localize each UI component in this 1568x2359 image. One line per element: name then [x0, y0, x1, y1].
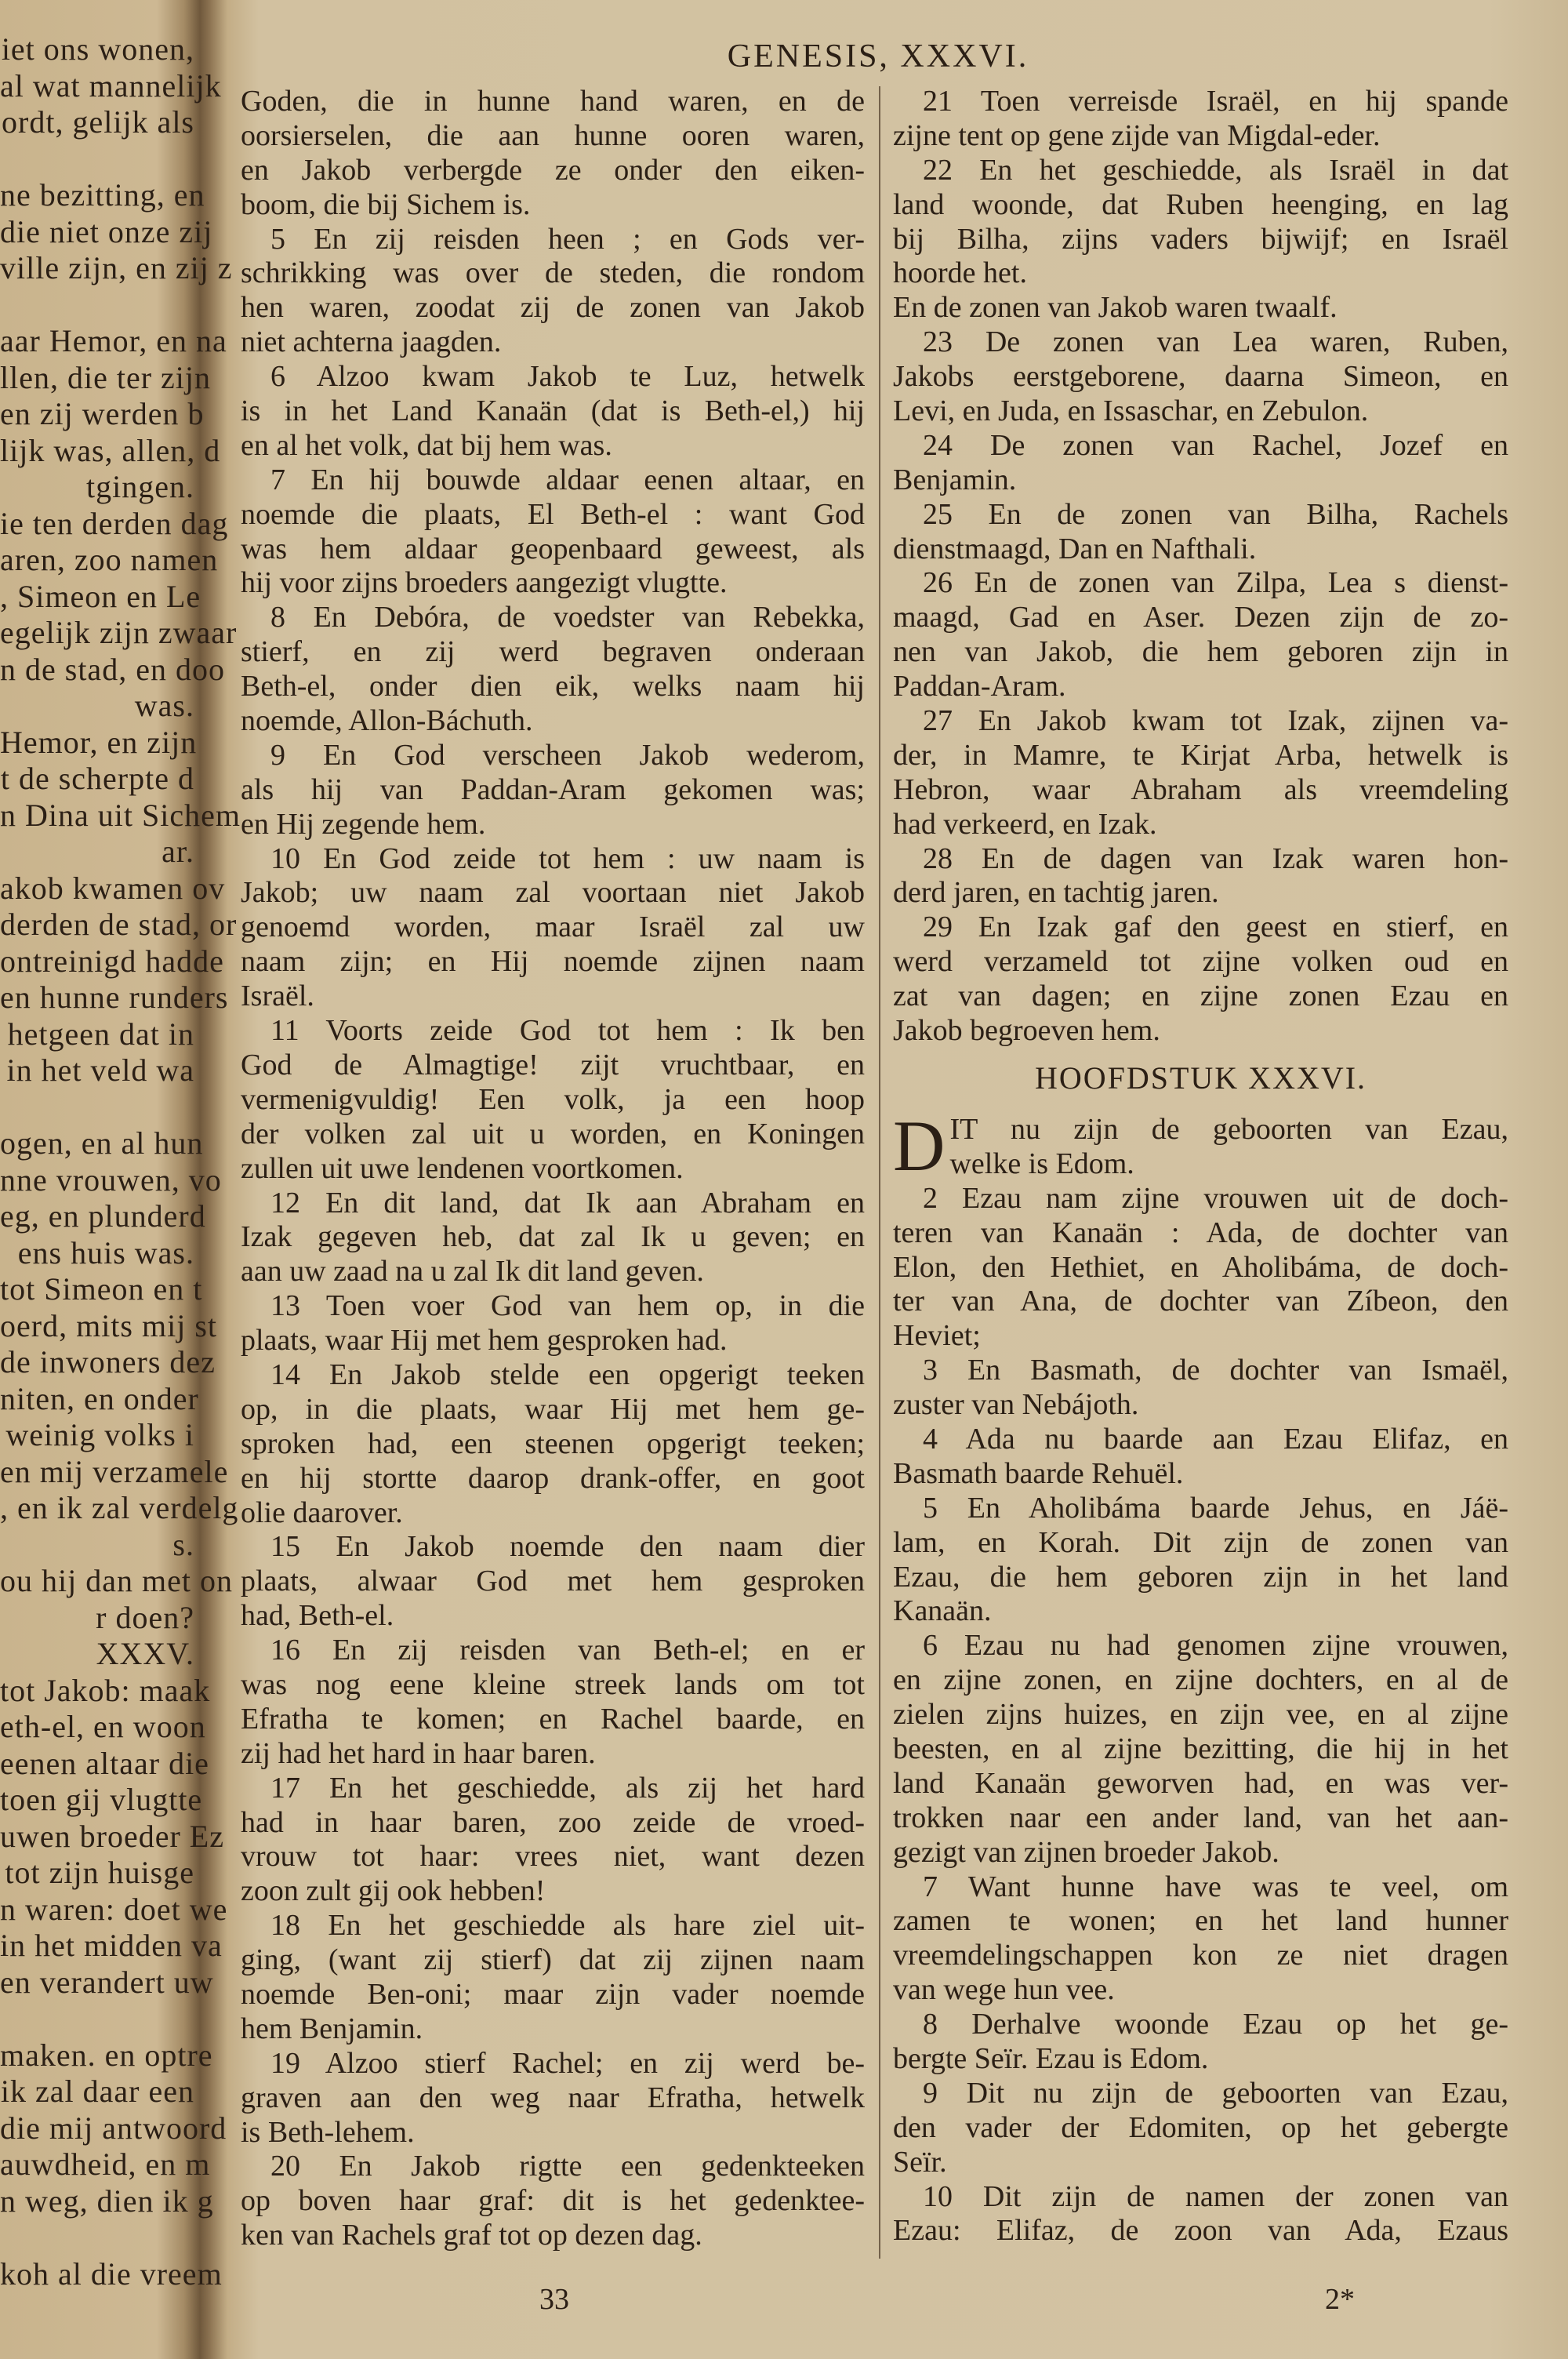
- text-line: Jakobs eerstgeborene, daarna Simeon, en: [893, 360, 1508, 394]
- text-line: had in haar baren, zoo zeide de vroed-: [241, 1805, 865, 1839]
- fragment-line: toen gij vlugtte: [0, 1782, 203, 1817]
- fragment-line: eth-el, en woon: [0, 1709, 206, 1744]
- text-line: Elon, den Hethiet, en Aholibáma, de doch-: [893, 1250, 1508, 1284]
- fragment-line: in het midden va: [0, 1928, 223, 1963]
- chapter-heading: HOOFDSTUK XXXVI.: [1034, 1060, 1367, 1096]
- fragment-line: ogen, en al hun: [0, 1125, 204, 1161]
- text-line: der, in Mamre, te Kirjat Arba, hetwelk is: [893, 738, 1508, 772]
- fragment-line: eg, en plunderd: [0, 1198, 206, 1234]
- fragment-line: en verandert uw: [0, 1964, 214, 2000]
- paragraph: [241, 1358, 865, 1530]
- text-line: 8 En Debóra, de voedster van Rebekka,: [270, 601, 865, 634]
- paragraph: [893, 1423, 1508, 1492]
- text-line: 13 Toen voer God van hem op, in die: [270, 1289, 865, 1323]
- text-line: en Hij zegende hem.: [241, 807, 486, 841]
- text-line: dienstmaagd, Dan en Nafthali.: [893, 532, 1257, 565]
- text-line: Israël.: [241, 980, 314, 1013]
- text-line: Ezau, die hem geboren zijn in het land: [893, 1560, 1508, 1594]
- paragraph: [893, 85, 1508, 154]
- paragraph: [893, 842, 1508, 911]
- paragraph: [241, 739, 865, 842]
- text-line: 29 En Izak gaf den geest en stierf, en: [923, 911, 1508, 944]
- paragraph: [893, 1182, 1508, 1354]
- fragment-line: en zij werden b: [0, 396, 205, 431]
- text-line: 10 Dit zijn de namen der zonen van: [923, 2179, 1508, 2213]
- paragraph: [893, 498, 1508, 567]
- fragment-line: die mij antwoord: [0, 2110, 227, 2146]
- paragraph: [241, 85, 865, 223]
- text-line: 5 En zij reisden heen ; en Gods ver-: [270, 222, 865, 256]
- paragraph: [893, 2077, 1508, 2180]
- text-line: van wege hun vee.: [893, 1973, 1115, 2007]
- paragraph: [241, 223, 865, 361]
- text-line: schrikking was over de steden, die rondom: [241, 256, 865, 290]
- drop-cap: D: [893, 1105, 946, 1186]
- fragment-line: maken. en optre: [0, 2037, 213, 2073]
- text-line: ter van Ana, de dochter van Zíbeon, den: [893, 1285, 1508, 1318]
- fragment-line: koh al die vreem: [0, 2255, 223, 2292]
- fragment-line: tot Simeon en t: [0, 1271, 203, 1307]
- text-line: 7 Want hunne have was te veel, om: [923, 1870, 1508, 1903]
- fragment-line: , en ik zal verdelg: [0, 1490, 239, 1525]
- paragraph: [241, 1634, 865, 1772]
- text-line: niet achterna jaagden.: [241, 325, 502, 359]
- text-line: der volken zal uit u worden, en Koningen: [241, 1117, 865, 1150]
- text-line: vreemdelingschappen kon ze niet dragen: [893, 1939, 1508, 1972]
- paragraph: [241, 2047, 865, 2150]
- text-line: 2 Ezau nam zijne vrouwen uit de doch-: [923, 1181, 1508, 1215]
- fragment-line: XXXV.: [96, 1636, 194, 1671]
- text-line: Jakob; uw naam zal voortaan niet Jakob: [241, 876, 865, 910]
- text-line: Goden, die in hunne hand waren, en de: [241, 85, 865, 118]
- text-line: zuster van Nebájoth.: [893, 1388, 1139, 1422]
- text-line: IT nu zijn de geboorten van Ezau,: [949, 1112, 1508, 1146]
- text-line: 26 En de zonen van Zilpa, Lea s dienst-: [923, 566, 1508, 600]
- text-line: 7 En hij bouwde aldaar eenen altaar, en: [270, 463, 865, 496]
- paragraph: [893, 1492, 1508, 1630]
- paragraph: [893, 911, 1508, 1049]
- right-column: [893, 85, 1508, 2248]
- text-line: had, Beth-el.: [241, 1599, 394, 1633]
- text-line: bij Bilha, zijns vaders bijwijf; en Israël: [893, 222, 1508, 256]
- text-line: is Beth-lehem.: [241, 2115, 415, 2149]
- text-line: zoon zult gij ook hebben!: [241, 1874, 546, 1908]
- paragraph: [893, 1629, 1508, 1870]
- text-line: 28 En de dagen van Izak waren hon-: [923, 841, 1508, 875]
- page-number: 33: [539, 2283, 569, 2316]
- text-line: en al het volk, dat bij hem was.: [241, 428, 612, 462]
- text-line: hoorde het.: [893, 256, 1027, 290]
- paragraph: [241, 2150, 865, 2253]
- fragment-line: hetgeen dat in: [7, 1016, 194, 1052]
- paragraph: [893, 291, 1508, 325]
- text-line: als hij van Paddan-Aram gekomen was;: [241, 772, 865, 806]
- text-line: had verkeerd, en Izak.: [893, 807, 1157, 841]
- fragment-line: r doen?: [96, 1599, 194, 1635]
- fragment-line: aren, zoo namen: [0, 542, 219, 577]
- fragment-line: ik zal daar een: [0, 2074, 194, 2109]
- text-line: derd jaren, en tachtig jaren.: [893, 876, 1219, 910]
- text-line: Hebron, waar Abraham als vreemdeling: [893, 772, 1508, 806]
- text-line: trokken naar een ander land, van het aan-: [893, 1801, 1508, 1834]
- text-line: hij voor zijns broeders aangezigt vlugtte.: [241, 566, 728, 600]
- fragment-line: [0, 287, 194, 324]
- text-line: maagd, Gad en Aser. Dezen zijn de zo-: [893, 601, 1508, 634]
- text-line: was nog eene kleine streek lands om tot: [241, 1667, 865, 1701]
- text-line: God de Almagtige! zijt vruchtbaar, en: [241, 1048, 865, 1081]
- fragment-line: ville zijn, en zij z: [0, 250, 233, 285]
- fragment-line: ens huis was.: [17, 1234, 194, 1270]
- text-line: was hem aldaar geopenbaard geweest, als: [241, 532, 865, 565]
- text-line: olie daarover.: [241, 1496, 403, 1529]
- fragment-line: derden de stad, or: [0, 907, 238, 942]
- paragraph: [893, 325, 1508, 429]
- text-line: land woonde, dat Ruben heenging, en lag: [893, 187, 1508, 221]
- text-line: hen waren, zoodat zij de zonen van Jakob: [241, 291, 865, 325]
- fragment-line: egelijk zijn zwaar: [0, 615, 238, 650]
- fragment-line: ar.: [162, 834, 194, 869]
- fragment-line: was.: [134, 688, 194, 723]
- text-line: Beth-el, onder dien eik, welks naam hij: [241, 670, 865, 703]
- fragment-line: de inwoners dez: [0, 1344, 216, 1379]
- text-line: Izak gegeven heb, dat zal Ik u geven; en: [241, 1220, 865, 1254]
- fragment-line: eenen altaar die: [0, 1745, 209, 1781]
- fragment-line: uwen broeder Ez: [0, 1818, 224, 1854]
- paragraph: [893, 704, 1508, 842]
- fragment-line: lijk was, allen, d: [0, 432, 221, 468]
- fragment-line: ne bezitting, en: [0, 177, 205, 213]
- text-line: lam, en Korah. Dit zijn de zonen van: [893, 1525, 1508, 1559]
- text-line: Basmath baarde Rehuël.: [893, 1456, 1184, 1490]
- text-line: oorsierselen, die aan hunne ooren waren,: [241, 118, 865, 152]
- text-line: vrouw tot haar: vrees niet, want dezen: [241, 1840, 865, 1874]
- fragment-line: in het veld wa: [6, 1052, 194, 1088]
- fragment-line: ou hij dan met on: [0, 1563, 233, 1598]
- text-line: 16 En zij reisden van Beth-el; en er: [270, 1634, 865, 1667]
- text-line: 5 En Aholibáma baarde Jehus, en Jáë-: [923, 1491, 1508, 1525]
- text-line: zijne tent op gene zijde van Migdal-eder.: [893, 118, 1381, 152]
- paragraph: [893, 154, 1508, 292]
- paragraph: [241, 1909, 865, 2047]
- text-line: beesten, en al zijne bezitting, die hij in het: [893, 1732, 1508, 1765]
- text-line: gezigt van zijnen broeder Jakob.: [893, 1835, 1279, 1869]
- fragment-line: iet ons wonen,: [1, 31, 194, 67]
- running-head: GENESIS, XXXVI.: [727, 38, 1029, 75]
- text-line: teren van Kanaän : Ada, de dochter van: [893, 1216, 1508, 1249]
- text-line: zielen zijns huizes, en zijn vee, en al zijne: [893, 1698, 1508, 1732]
- paragraph: [241, 601, 865, 739]
- paragraph: [893, 2008, 1508, 2077]
- paragraph: [893, 2180, 1508, 2249]
- text-line: ken van Rachels graf tot op dezen dag.: [241, 2219, 702, 2252]
- text-line: 4 Ada nu baarde aan Ezau Elifaz, en: [923, 1422, 1508, 1456]
- text-line: aan uw zaad na u zal Ik dit land geven.: [241, 1255, 704, 1289]
- fragment-line: tgingen.: [86, 469, 194, 504]
- text-line: 6 Ezau nu had genomen zijne vrouwen,: [923, 1629, 1508, 1663]
- text-line: 6 Alzoo kwam Jakob te Luz, hetwelk: [270, 360, 865, 394]
- text-line: 3 En Basmath, de dochter van Ismaël,: [923, 1354, 1508, 1387]
- paragraph: [241, 1530, 865, 1634]
- text-line: 17 En het geschiedde, als zij het hard: [270, 1771, 865, 1805]
- paragraph: [241, 842, 865, 1014]
- fragment-line: n de stad, en doo: [0, 651, 225, 687]
- text-line: plaats, alwaar God met hem gesproken: [241, 1565, 865, 1598]
- paragraph: [893, 429, 1508, 498]
- text-line: noemde Ben-oni; maar zijn vader noemde: [241, 1977, 865, 2011]
- text-line: hem Benjamin.: [241, 2012, 423, 2045]
- text-line: Paddan-Aram.: [893, 670, 1066, 703]
- text-line: werd verzameld tot zijne volken oud en: [893, 945, 1508, 979]
- fragment-line: n Dina uit Sichem: [0, 797, 241, 833]
- paragraph: [241, 1289, 865, 1358]
- text-line: Efratha te komen; en Rachel baarde, en: [241, 1702, 865, 1736]
- text-line: 11 Voorts zeide God tot hem : Ik ben: [270, 1014, 865, 1048]
- paragraph: [893, 1105, 1508, 1186]
- fragment-line: akob kwamen ov: [0, 870, 226, 906]
- text-line: 15 En Jakob noemde den naam dier: [270, 1530, 865, 1564]
- text-line: 21 Toen verreisde Israël, en hij spande: [923, 85, 1508, 118]
- signature-mark: 2*: [1325, 2283, 1355, 2316]
- left-column: [241, 85, 865, 2253]
- text-line: en zijne zonen, en zijne dochters, en al de: [893, 1663, 1508, 1697]
- text-line: 9 En God verscheen Jakob wederom,: [270, 738, 865, 772]
- fragment-line: [0, 141, 194, 178]
- text-line: zat van dagen; en zijne zonen Ezau en: [893, 980, 1508, 1013]
- paragraph: [241, 360, 865, 463]
- fragment-line: n weg, dien ik g: [0, 2183, 214, 2219]
- paragraph: [893, 566, 1508, 704]
- text-line: 19 Alzoo stierf Rachel; en zij werd be-: [270, 2046, 865, 2080]
- fragment-line: , Simeon en Le: [0, 578, 201, 614]
- text-line: land Kanaän geworven had, en was ver-: [893, 1766, 1508, 1800]
- text-line: Benjamin.: [893, 463, 1017, 496]
- paragraph: [893, 1354, 1508, 1423]
- fragment-line: en mij verzamele: [0, 1453, 229, 1489]
- paragraph: [241, 463, 865, 602]
- text-line: bergte Seïr. Ezau is Edom.: [893, 2041, 1209, 2075]
- fragment-line: [0, 2219, 194, 2256]
- fragment-line: ie ten derden dag: [0, 505, 229, 541]
- text-line: 9 Dit nu zijn de geboorten van Ezau,: [923, 2076, 1508, 2110]
- text-line: 20 En Jakob rigtte een gedenkteeken: [270, 2150, 865, 2183]
- text-line: graven aan den weg naar Efratha, hetwelk: [241, 2081, 865, 2114]
- text-line: 8 Derhalve woonde Ezau op het ge-: [923, 2008, 1508, 2041]
- fragment-line: weinig volks i: [5, 1417, 194, 1452]
- fragment-line: ordt, gelijk als: [2, 104, 194, 140]
- text-line: Kanaän.: [893, 1594, 992, 1628]
- text-line: 12 En dit land, dat Ik aan Abraham en: [270, 1186, 865, 1219]
- text-line: Heviet;: [893, 1319, 981, 1353]
- fragment-line: die niet onze zij: [0, 213, 213, 249]
- text-line: genoemd worden, maar Israël zal uw: [241, 911, 865, 944]
- fragment-line: auwdheid, en m: [0, 2146, 211, 2182]
- text-line: zamen te wonen; en het land hunner: [893, 1904, 1508, 1938]
- fragment-line: s.: [172, 1526, 194, 1562]
- text-line: welke is Edom.: [949, 1147, 1134, 1180]
- text-line: naam zijn; en Hij noemde zijnen naam: [241, 945, 865, 979]
- fragment-line: al wat mannelijk: [0, 67, 222, 104]
- text-line: 10 En God zeide tot hem : uw naam is: [270, 841, 865, 875]
- text-line: 24 De zonen van Rachel, Jozef en: [923, 428, 1508, 462]
- fragment-line: niten, en onder: [0, 1380, 199, 1416]
- fragment-line: [0, 1089, 194, 1126]
- fragment-line: n waren: doet we: [0, 1891, 228, 1927]
- text-line: sproken had, een steenen opgerigt teeken;: [241, 1427, 865, 1460]
- text-line: en Jakob verbergde ze onder den eiken-: [241, 153, 865, 187]
- fragment-line: nne vrouwen, vo: [0, 1161, 222, 1198]
- column-divider: [879, 86, 880, 2259]
- text-line: ging, (want zij stierf) dat zij zijnen naam: [241, 1943, 865, 1977]
- text-line: 23 De zonen van Lea waren, Ruben,: [923, 325, 1508, 359]
- text-line: 22 En het geschiedde, als Israël in dat: [923, 153, 1508, 187]
- fragment-line: tot zijn huisge: [5, 1855, 194, 1890]
- text-line: Ezau: Elifaz, de zoon van Ada, Ezaus: [893, 2214, 1508, 2248]
- paragraph: [241, 1014, 865, 1186]
- text-line: 14 En Jakob stelde een opgerigt teeken: [270, 1358, 865, 1391]
- text-line: den vader der Edomiten, op het gebergte: [893, 2110, 1508, 2144]
- text-line: 18 En het geschiedde als hare ziel uit-: [270, 1909, 865, 1943]
- text-line: nen van Jakob, die hem geboren zijn in: [893, 635, 1508, 669]
- text-line: zullen uit uwe lendenen voortkomen.: [241, 1151, 684, 1185]
- fragment-line: Hemor, en zijn: [0, 724, 198, 760]
- text-line: plaats, waar Hij met hem gesproken had.: [241, 1324, 728, 1358]
- text-line: boom, die bij Sichem is.: [241, 187, 531, 221]
- text-line: en hij stortte daarop drank-offer, en goot: [241, 1461, 865, 1495]
- text-line: op, in die plaats, waar Hij met hem ge-: [241, 1392, 865, 1426]
- fragment-line: llen, die ter zijn: [0, 359, 212, 395]
- fragment-line: aar Hemor, en na: [0, 323, 227, 358]
- paragraph: [241, 1772, 865, 1910]
- text-line: is in het Land Kanaän (dat is Beth-el,) hij: [241, 394, 865, 428]
- text-line: noemde die plaats, El Beth-el : want God: [241, 497, 865, 531]
- text-line: Jakob begroeven hem.: [893, 1014, 1160, 1048]
- paragraph: [893, 1870, 1508, 2008]
- fragment-line: [0, 2001, 194, 2037]
- fragment-line: oerd, mits mij st: [0, 1307, 217, 1343]
- paragraph: [241, 1187, 865, 1290]
- fragment-line: t de scherpte d: [0, 761, 194, 796]
- text-line: op boven haar graf: dit is het gedenktee-: [241, 2184, 865, 2218]
- text-line: zij had het hard in haar baren.: [241, 1736, 596, 1770]
- text-line: Levi, en Juda, en Issaschar, en Zebulon.: [893, 394, 1369, 428]
- fragment-line: ontreinigd hadde: [0, 943, 224, 979]
- text-line: 25 En de zonen van Bilha, Rachels: [923, 497, 1508, 531]
- text-line: 27 En Jakob kwam tot Izak, zijnen va-: [923, 704, 1508, 738]
- text-line: En de zonen van Jakob waren twaalf.: [893, 291, 1338, 325]
- text-line: stierf, en zij werd begraven onderaan: [241, 635, 865, 669]
- text-line: Seïr.: [893, 2145, 947, 2179]
- text-line: noemde, Allon-Báchuth.: [241, 704, 533, 738]
- fragment-line: en hunne runders: [0, 980, 229, 1015]
- facing-page-fragment: [0, 31, 241, 2292]
- text-line: vermenigvuldig! Een volk, ja een hoop: [241, 1082, 865, 1116]
- fragment-line: tot Jakob: maak: [0, 1672, 211, 1708]
